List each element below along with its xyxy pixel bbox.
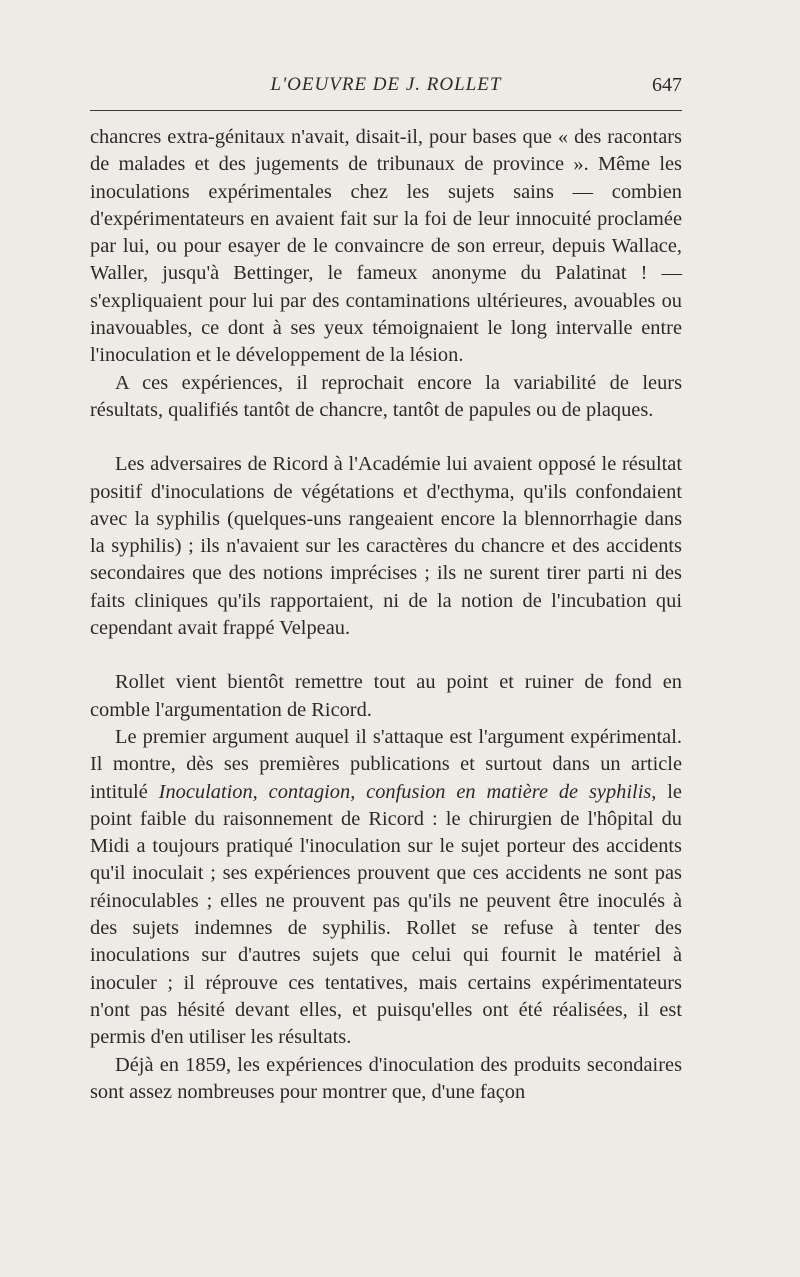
header-rule	[90, 110, 682, 111]
paragraph: A ces expériences, il reprochait encore la variabilité de leurs résultats, qualifiés tantôt de chancre, tantôt de papules ou de plaques.	[90, 371, 682, 421]
section-gap	[90, 642, 682, 669]
paragraph-with-title	[90, 724, 682, 1052]
paragraph-continuation: chancres extra-génitaux n'avait, disait-il, pour bases que « des racontars de malades et des jugements de tribunaux de province ». Même les inoculations expérimentales chez les sujets sains — combien d'expérimentateurs en avaient fait sur la foi de leur innocuité proclamée par lui, ou pour esayer de le convaincre de son erreur, depuis Wallace, Waller, jusqu'à Bettinger, le fameux anonyme du Palatinat ! — s'expliquaient pour lui par des contaminations ultérieures, avouables ou inavouables, ce dont à ses yeux témoignaient le long intervalle entre l'inoculation et le développement de la lésion.	[90, 126, 682, 367]
body-text	[90, 124, 682, 1106]
paragraph: Les adversaires de Ricord à l'Académie lui avaient opposé le résultat positif d'inoculations de végétations et d'ecthyma, qu'ils confondaient avec la syphilis (quelques-uns rangeaient encore la blennorrhagie dans la syphilis) ; ils n'avaient sur les caractères du chancre et des accidents secondaires que des notions imprécises ; ils ne surent tirer parti ni des faits cliniques qu'ils rapportaient, ni de la notion de l'incubation qui cependant avait frappé Velpeau.	[90, 453, 682, 640]
paragraph: Déjà en 1859, les expériences d'inoculation des produits secondaires sont assez nombreuses pour montrer que, d'une façon	[90, 1053, 682, 1103]
paragraph: Rollet vient bientôt remettre tout au point et ruiner de fond en comble l'argumentation de Ricord.	[90, 671, 682, 721]
running-title: L'OEUVRE DE J. ROLLET	[270, 74, 502, 95]
paragraph-text: , le point faible du raisonnement de Ricord : le chirurgien de l'hôpital du Midi a toujours pratiqué l'inoculation sur le sujet porteur des accidents qu'il inoculait ; ses expériences prouvent que ces accidents ne sont pas réinoculables ; elles ne prouvent pas qu'ils ne peuvent être inoculés à des sujets indemnes de syphilis. Rollet se refuse à tenter des inoculations sur d'autres sujets que celui qui fournit le matériel à inoculer ; il réprouve ces tentatives, mais certains expérimentateurs n'ont pas hésité devant elles, et puisqu'elles ont été réalisées, il est permis d'en utiliser les résultats.	[90, 780, 682, 1049]
page-header	[90, 74, 682, 100]
section-gap	[90, 424, 682, 451]
paragraph-text: Le premier argument auquel il s'attaque est l'argument expérimental. Il montre, dès ses premières publications et surtout dans un article intitulé	[90, 725, 682, 803]
page-number: 647	[652, 74, 682, 96]
cited-article-title: Inoculation, contagion, confusion en matière de syphilis	[158, 780, 652, 803]
